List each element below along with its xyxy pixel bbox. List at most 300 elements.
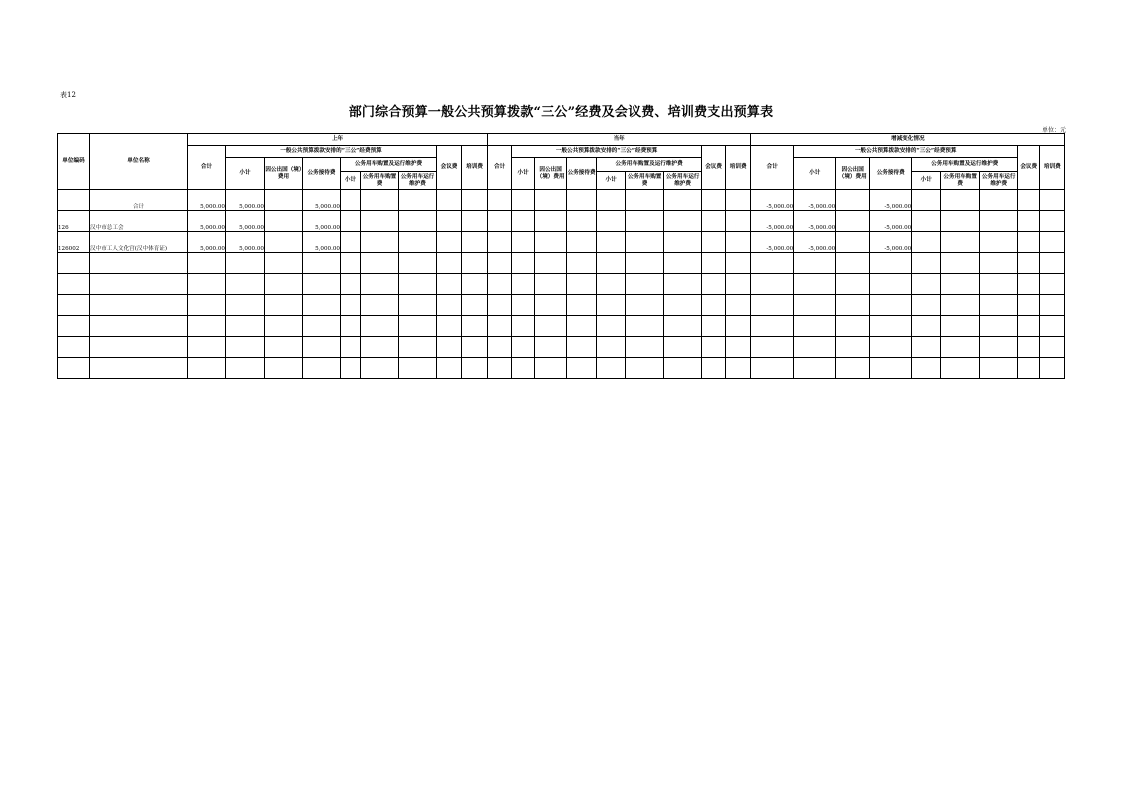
empty-cell [303,295,341,316]
empty-cell [941,316,980,337]
empty-cell [980,211,1018,232]
empty-cell [794,337,836,358]
table-number: 表12 [60,91,76,99]
empty-cell [870,337,912,358]
change-header: 增减变化情况 [751,134,1065,146]
budget-table [57,133,1065,379]
empty-cell [567,337,597,358]
empty-cell [303,316,341,337]
empty-cell [226,337,265,358]
empty-cell [265,253,303,274]
empty-cell [597,295,626,316]
empty-cell [535,295,567,316]
empty-cell [341,274,361,295]
amount-cell: 5,000.00 [303,232,341,253]
empty-cell [870,274,912,295]
empty-cell [399,190,437,211]
empty-cell [399,337,437,358]
empty-cell [226,316,265,337]
empty-cell [90,253,188,274]
curr-meeting-header: 会议费 [702,146,726,190]
amount-cell: -5,000.00 [794,232,836,253]
empty-cell [626,274,664,295]
empty-cell [399,358,437,379]
empty-cell [303,253,341,274]
empty-cell [341,358,361,379]
amount-cell: 5,000.00 [226,232,265,253]
empty-cell [567,190,597,211]
amount-cell: -5,000.00 [794,190,836,211]
empty-cell [794,274,836,295]
unit-code-cell: 126002 [58,232,90,253]
empty-cell [726,337,751,358]
empty-cell [512,358,535,379]
empty-cell [751,358,794,379]
empty-cell [626,211,664,232]
empty-cell [1040,274,1065,295]
empty-cell [912,337,941,358]
empty-cell [462,190,488,211]
empty-cell [1040,358,1065,379]
empty-cell [836,295,870,316]
empty-cell [626,316,664,337]
empty-cell [726,253,751,274]
empty-cell [1040,253,1065,274]
table-body [58,190,1065,379]
empty-cell [941,253,980,274]
unit-name-header: 单位名称 [90,134,188,190]
empty-cell [597,211,626,232]
empty-cell [751,316,794,337]
empty-cell [941,232,980,253]
empty-cell [488,253,512,274]
empty-cell [58,253,90,274]
curr-vehicle-header: 公务用车购置及运行维护费 [597,158,702,172]
amount-cell: -5,000.00 [870,211,912,232]
empty-cell [980,295,1018,316]
empty-cell [535,316,567,337]
empty-cell [226,358,265,379]
empty-cell [437,211,462,232]
empty-cell [341,316,361,337]
empty-cell [58,358,90,379]
empty-cell [702,358,726,379]
empty-cell [1018,337,1040,358]
empty-cell [361,337,399,358]
prev-subtotal-header: 小计 [226,158,265,190]
empty-cell [726,316,751,337]
empty-cell [265,337,303,358]
amount-cell: 5,000.00 [226,190,265,211]
empty-cell [512,190,535,211]
empty-cell [361,274,399,295]
chg-training-header: 培训费 [1040,146,1065,190]
prev-abroad-header: 因公出国（境）费用 [265,158,303,190]
empty-cell [702,232,726,253]
prev-vehicle-operation-header: 公务用车运行维护费 [399,172,437,190]
empty-cell [794,295,836,316]
unit-code-header: 单位编码 [58,134,90,190]
empty-cell [702,190,726,211]
empty-cell [226,274,265,295]
empty-cell [941,211,980,232]
empty-cell [437,358,462,379]
chg-reception-header: 公务接待费 [870,158,912,190]
empty-cell [512,295,535,316]
empty-cell [341,190,361,211]
empty-cell [265,232,303,253]
amount-cell: -5,000.00 [794,211,836,232]
empty-cell [597,274,626,295]
prev-meeting-header: 会议费 [437,146,462,190]
empty-cell [664,337,702,358]
page-title: 部门综合预算一般公共预算拨款“三公”经费及会议费、培训费支出预算表 [348,105,774,120]
empty-cell [488,232,512,253]
empty-cell [512,253,535,274]
empty-cell [702,337,726,358]
curr-vehicle-operation-header: 公务用车运行维护费 [664,172,702,190]
unit-note: 单位：元 [1041,127,1066,134]
empty-cell [1040,337,1065,358]
empty-cell [664,358,702,379]
empty-cell [361,316,399,337]
empty-cell [941,295,980,316]
empty-cell [597,253,626,274]
empty-cell [341,337,361,358]
empty-cell [794,358,836,379]
empty-cell [265,358,303,379]
amount-cell: 5,000.00 [188,211,226,232]
empty-cell [399,295,437,316]
empty-cell [567,274,597,295]
empty-cell [90,337,188,358]
empty-cell [341,232,361,253]
empty-cell [265,295,303,316]
table-row [58,253,1065,274]
empty-cell [1018,295,1040,316]
empty-cell [980,337,1018,358]
empty-cell [597,358,626,379]
empty-cell [664,190,702,211]
curr-vehicle-subtotal-header: 小计 [597,172,626,190]
empty-cell [912,253,941,274]
empty-cell [912,232,941,253]
empty-cell [462,211,488,232]
empty-cell [188,253,226,274]
empty-cell [836,211,870,232]
unit-name-cell: 汉中市总工会 [90,211,188,232]
curr-vehicle-purchase-header: 公务用车购置费 [626,172,664,190]
empty-cell [664,211,702,232]
empty-cell [58,295,90,316]
chg-vehicle-purchase-header: 公务用车购置费 [941,172,980,190]
empty-cell [597,190,626,211]
empty-cell [870,316,912,337]
amount-cell: -5,000.00 [751,190,794,211]
empty-cell [1018,232,1040,253]
table-row [58,190,1065,211]
empty-cell [535,358,567,379]
empty-cell [341,211,361,232]
amount-cell: 5,000.00 [303,211,341,232]
empty-cell [361,295,399,316]
empty-cell [751,295,794,316]
empty-cell [90,358,188,379]
empty-cell [399,253,437,274]
empty-cell [597,337,626,358]
empty-cell [437,232,462,253]
empty-cell [437,295,462,316]
empty-cell [58,316,90,337]
amount-cell: 5,000.00 [188,232,226,253]
empty-cell [870,295,912,316]
chg-meeting-header: 会议费 [1018,146,1040,190]
empty-cell [980,316,1018,337]
table-row [58,316,1065,337]
empty-cell [341,253,361,274]
empty-cell [535,274,567,295]
empty-cell [567,316,597,337]
empty-cell [980,358,1018,379]
curr-training-header: 培训费 [726,146,751,190]
table-row [58,211,1065,232]
empty-cell [980,190,1018,211]
empty-cell [535,190,567,211]
prev-vehicle-subtotal-header: 小计 [341,172,361,190]
curr-subtotal-header: 小计 [512,158,535,190]
empty-cell [836,274,870,295]
empty-cell [912,295,941,316]
empty-cell [535,232,567,253]
empty-cell [794,316,836,337]
empty-cell [626,190,664,211]
empty-cell [941,274,980,295]
table-row [58,337,1065,358]
empty-cell [265,190,303,211]
amount-cell: 5,000.00 [303,190,341,211]
amount-cell: -5,000.00 [751,232,794,253]
empty-cell [726,274,751,295]
empty-cell [488,190,512,211]
empty-cell [941,190,980,211]
empty-cell [567,295,597,316]
chg-vehicle-header: 公务用车购置及运行维护费 [912,158,1018,172]
empty-cell [399,211,437,232]
empty-cell [870,358,912,379]
prev-three-public-header: 一般公共预算拨款安排的“三公”经费预算 [226,146,437,158]
empty-cell [188,358,226,379]
empty-cell [626,337,664,358]
empty-cell [488,274,512,295]
empty-cell [941,358,980,379]
chg-vehicle-subtotal-header: 小计 [912,172,941,190]
empty-cell [265,316,303,337]
empty-cell [836,337,870,358]
empty-cell [836,316,870,337]
chg-total-header: 合计 [751,146,794,190]
empty-cell [794,253,836,274]
unit-name-cell: 合计 [90,190,188,211]
empty-cell [535,337,567,358]
empty-cell [1018,274,1040,295]
empty-cell [1018,190,1040,211]
empty-cell [512,232,535,253]
empty-cell [303,337,341,358]
empty-cell [1040,232,1065,253]
empty-cell [626,253,664,274]
empty-cell [702,253,726,274]
empty-cell [512,274,535,295]
empty-cell [437,274,462,295]
table-row [58,232,1065,253]
empty-cell [1018,211,1040,232]
empty-cell [399,316,437,337]
amount-cell: -5,000.00 [751,211,794,232]
chg-abroad-header: 因公出国（境）费用 [836,158,870,190]
empty-cell [341,295,361,316]
empty-cell [726,211,751,232]
prev-reception-header: 公务接待费 [303,158,341,190]
prev-training-header: 培训费 [462,146,488,190]
empty-cell [751,274,794,295]
empty-cell [437,253,462,274]
empty-cell [726,358,751,379]
empty-cell [664,316,702,337]
table-row [58,274,1065,295]
empty-cell [912,274,941,295]
empty-cell [303,358,341,379]
empty-cell [90,295,188,316]
amount-cell: 5,000.00 [188,190,226,211]
curr-reception-header: 公务接待费 [567,158,597,190]
empty-cell [870,253,912,274]
empty-cell [462,274,488,295]
empty-cell [535,253,567,274]
table-row [58,295,1065,316]
table-row [58,358,1065,379]
empty-cell [488,211,512,232]
empty-cell [664,295,702,316]
empty-cell [361,211,399,232]
empty-cell [188,274,226,295]
empty-cell [702,274,726,295]
empty-cell [1040,190,1065,211]
empty-cell [980,232,1018,253]
empty-cell [980,274,1018,295]
empty-cell [912,358,941,379]
empty-cell [1018,253,1040,274]
empty-cell [437,316,462,337]
chg-subtotal-header: 小计 [794,158,836,190]
empty-cell [626,232,664,253]
empty-cell [1040,316,1065,337]
amount-cell: 5,000.00 [226,211,265,232]
empty-cell [726,190,751,211]
header-row-2 [58,146,1065,158]
empty-cell [462,337,488,358]
empty-cell [836,190,870,211]
empty-cell [751,337,794,358]
curr-total-header: 合计 [488,146,512,190]
empty-cell [626,358,664,379]
empty-cell [626,295,664,316]
empty-cell [488,358,512,379]
empty-cell [664,232,702,253]
empty-cell [188,295,226,316]
empty-cell [58,274,90,295]
empty-cell [265,211,303,232]
empty-cell [567,253,597,274]
empty-cell [303,274,341,295]
prev-year-header: 上年 [188,134,488,146]
empty-cell [488,316,512,337]
curr-year-header: 当年 [488,134,751,146]
empty-cell [597,232,626,253]
empty-cell [702,295,726,316]
empty-cell [512,211,535,232]
empty-cell [462,358,488,379]
empty-cell [512,337,535,358]
empty-cell [836,253,870,274]
empty-cell [437,337,462,358]
curr-abroad-header: 因公出国（境）费用 [535,158,567,190]
prev-vehicle-header: 公务用车购置及运行维护费 [341,158,437,172]
empty-cell [980,253,1018,274]
empty-cell [399,274,437,295]
empty-cell [836,358,870,379]
unit-code-cell [58,190,90,211]
empty-cell [90,316,188,337]
empty-cell [567,358,597,379]
empty-cell [567,211,597,232]
empty-cell [702,211,726,232]
curr-three-public-header: 一般公共预算拨款安排的“三公”经费预算 [512,146,702,158]
empty-cell [462,316,488,337]
empty-cell [912,211,941,232]
empty-cell [751,253,794,274]
amount-cell: -5,000.00 [870,232,912,253]
header-row-1 [58,134,1065,146]
empty-cell [361,232,399,253]
empty-cell [361,358,399,379]
empty-cell [1018,316,1040,337]
prev-total-header: 合计 [188,146,226,190]
empty-cell [726,295,751,316]
empty-cell [702,316,726,337]
empty-cell [726,232,751,253]
empty-cell [912,190,941,211]
empty-cell [462,253,488,274]
empty-cell [226,295,265,316]
empty-cell [188,337,226,358]
empty-cell [567,232,597,253]
empty-cell [462,232,488,253]
empty-cell [597,316,626,337]
amount-cell: -5,000.00 [870,190,912,211]
empty-cell [58,337,90,358]
empty-cell [488,295,512,316]
empty-cell [1018,358,1040,379]
empty-cell [488,337,512,358]
empty-cell [361,253,399,274]
empty-cell [1040,295,1065,316]
unit-code-cell: 126 [58,211,90,232]
chg-vehicle-operation-header: 公务用车运行维护费 [980,172,1018,190]
empty-cell [265,274,303,295]
empty-cell [1040,211,1065,232]
empty-cell [437,190,462,211]
empty-cell [462,295,488,316]
